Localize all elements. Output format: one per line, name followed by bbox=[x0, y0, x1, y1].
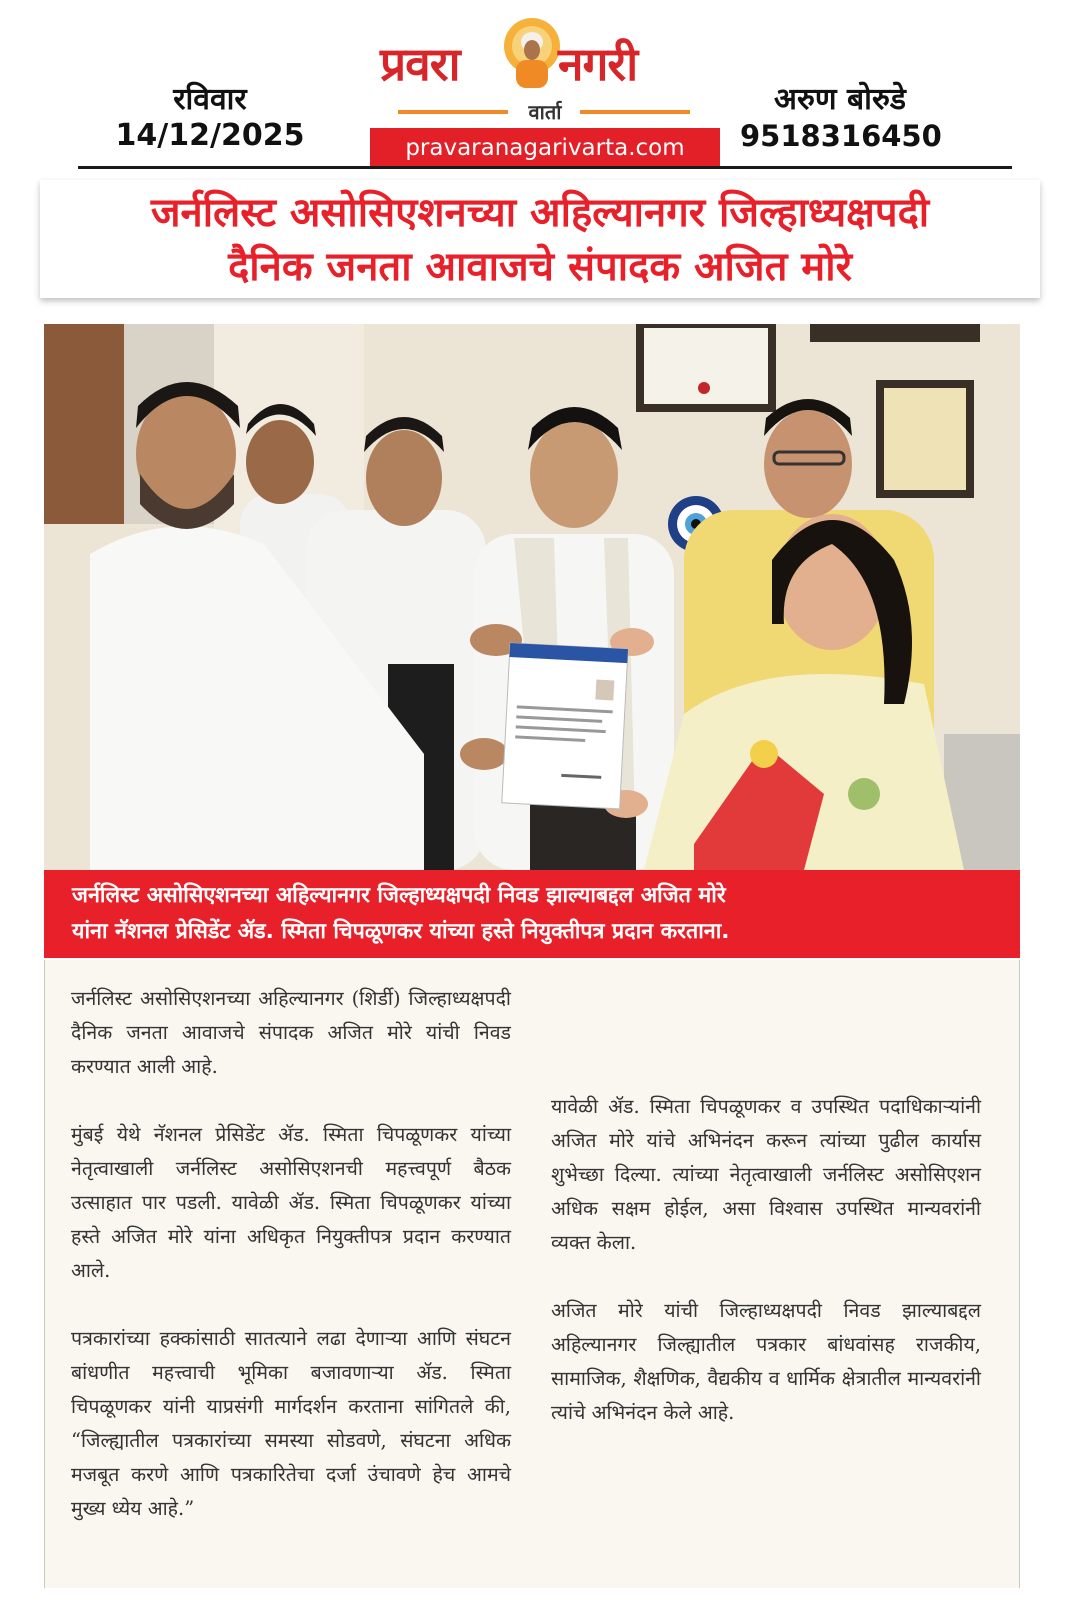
paragraph: अजित मोरे यांची जिल्हाध्यक्षपदी निवड झाल्याबद्दल अहिल्यानगर जिल्ह्यातील पत्रकार बांधवांसह राजकीय, सामाजिक, शैक्षणिक, वैद्यकीय व धार्मिक क्षेत्रातील मान्यवरांनी त्यांचे अभिनंदन केले आहे. bbox=[551, 1299, 981, 1424]
headline-box bbox=[40, 180, 1040, 298]
editor-name: अरुण बोरुडे bbox=[774, 82, 906, 117]
date-label: 14/12/2025 bbox=[115, 118, 305, 153]
news-photo bbox=[44, 324, 1020, 870]
logo-rule-right bbox=[580, 110, 690, 114]
logo-subtitle: वार्ता bbox=[528, 100, 562, 124]
photo-illustration bbox=[44, 324, 1020, 870]
logo-text-right: नगरी bbox=[558, 37, 638, 91]
editor-block bbox=[740, 82, 940, 154]
saint-emblem-icon bbox=[502, 16, 562, 96]
day-label: रविवार bbox=[173, 82, 247, 117]
article-column-left bbox=[71, 982, 511, 1560]
logo-text-left: प्रवरा bbox=[380, 37, 460, 91]
newspaper-logo bbox=[380, 10, 710, 170]
caption-line-1: जर्नलिस्ट असोसिएशनच्या अहिल्यानगर जिल्हाध्यक्षपदी निवड झाल्याबद्दल अजित मोरे bbox=[72, 883, 726, 908]
masthead-divider bbox=[78, 166, 1012, 169]
headline-line-1: जर्नलिस्ट असोसिएशनच्या अहिल्यानगर जिल्हाध्यक्षपदी bbox=[150, 190, 930, 236]
photo-caption bbox=[44, 870, 1020, 958]
masthead bbox=[0, 0, 1080, 178]
paragraph: मुंबई येथे नॅशनल प्रेसिडेंट ॲड. स्मिता चिपळूणकर यांच्या नेतृत्वाखाली जर्नलिस्ट असोसिएशनची महत्त्वपूर्ण बैठक उत्साहात पार पडली. यावेळी ॲड. स्मिता चिपळूणकर यांच्या हस्ते अजित मोरे यांना अधिकृत नियुक्तीपत्र प्रदान करण्यात आले. bbox=[71, 1123, 511, 1282]
headline-line-2: दैनिक जनता आवाजचे संपादक अजित मोरे bbox=[228, 244, 852, 290]
date-block bbox=[90, 82, 330, 154]
article-column-right bbox=[551, 1090, 981, 1464]
article-body bbox=[44, 960, 1020, 1588]
caption-line-2: यांना नॅशनल प्रेसिडेंट ॲड. स्मिता चिपळूणकर यांच्या हस्ते नियुक्तीपत्र प्रदान करताना. bbox=[72, 919, 730, 944]
paragraph: पत्रकारांच्या हक्कांसाठी सातत्याने लढा देणाऱ्या आणि संघटन बांधणीत महत्त्वाची भूमिका बजावणाऱ्या ॲड. स्मिता चिपळूणकर यांनी याप्रसंगी मार्गदर्शन करताना सांगितले की, “जिल्ह्यातील पत्रकारांच्या समस्या सोडवणे, संघटना अधिक मजबूत करणे आणि पत्रकारितेचा दर्जा उंचावणे हेच आमचे मुख्य ध्येय आहे.” bbox=[71, 1327, 511, 1520]
paragraph: यावेळी ॲड. स्मिता चिपळूणकर व उपस्थित पदाधिकाऱ्यांनी अजित मोरे यांचे अभिनंदन करून त्यांच्या पुढील कार्यास शुभेच्छा दिल्या. त्यांच्या नेतृत्वाखाली जर्नलिस्ट असोसिएशन अधिक सक्षम होईल, असा विश्वास उपस्थित मान्यवरांनी व्यक्त केला. bbox=[551, 1095, 981, 1254]
editor-phone[interactable]: 9518316450 bbox=[740, 119, 942, 153]
paragraph: जर्नलिस्ट असोसिएशनच्या अहिल्यानगर (शिर्डी) जिल्हाध्यक्षपदी दैनिक जनता आवाजचे संपादक अजित मोरे यांची निवड करण्यात आली आहे. bbox=[71, 987, 511, 1078]
website-url[interactable]: pravaranagarivarta.com bbox=[370, 128, 720, 168]
